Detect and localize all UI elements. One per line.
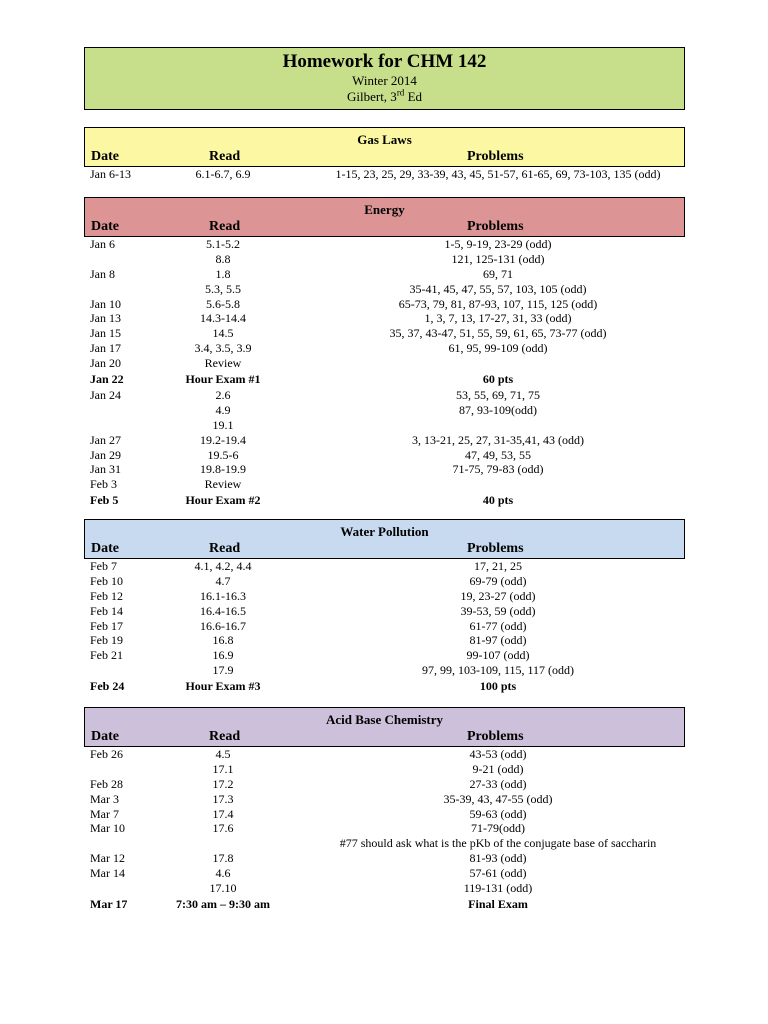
problems-text: 69, 71 (483, 266, 513, 281)
date-cell: Jan 17 (90, 341, 121, 356)
document-title: Homework for CHM 142 (282, 51, 487, 72)
exam-row (84, 492, 685, 509)
schedule-row (84, 388, 685, 403)
schedule-row (84, 403, 685, 418)
date-cell: Feb 7 (90, 559, 117, 573)
date-cell: Jan 13 (90, 311, 121, 326)
problems-text: 35, 37, 43-47, 51, 55, 59, 61, 65, 73-77 (odd) (389, 326, 607, 341)
read-text: 1.8 (215, 266, 231, 281)
section-header (84, 519, 685, 559)
date-cell: Feb 14 (90, 603, 123, 618)
problems-text: 9-21 (odd) (472, 761, 524, 776)
date-cell: Feb 28 (90, 776, 123, 791)
column-header-problems: Problems (467, 219, 524, 234)
problems-text: 1, 3, 7, 13, 17-27, 31, 33 (odd) (424, 311, 572, 326)
problems-text: 99-107 (odd) (466, 648, 530, 663)
schedule-row (84, 341, 685, 356)
schedule-row (84, 356, 685, 371)
textbook-label: Gilbert, 3rd Ed (346, 87, 423, 104)
read-text: 19.5-6 (207, 447, 239, 462)
column-header-problems: Problems (467, 729, 524, 744)
problems-text: 81-93 (odd) (469, 851, 527, 866)
column-header-date: Date (91, 149, 119, 164)
problems-text: 121, 125-131 (odd) (451, 251, 545, 266)
date-cell: Feb 24 (90, 679, 125, 694)
read-text: 5.1-5.2 (206, 237, 240, 251)
exam-row (84, 371, 685, 388)
problems-text: 61-77 (odd) (469, 618, 527, 633)
schedule-row (84, 448, 685, 463)
read-text: 19.2-19.4 (200, 432, 246, 447)
problems-text: 97, 99, 103-109, 115, 117 (odd) (421, 663, 575, 678)
problems-text: 1-15, 23, 25, 29, 33-39, 43, 45, 51-57, 61-65, 69, 73-103, 135 (odd) (335, 167, 661, 181)
schedule-row (84, 167, 685, 182)
read-text: 14.3-14.4 (200, 311, 246, 326)
section-gas-laws (84, 127, 685, 182)
column-header-date: Date (91, 541, 119, 556)
term-label: Winter 2014 (352, 73, 417, 88)
schedule-row (84, 559, 685, 574)
column-header-read: Read (209, 729, 241, 744)
problems-text: 40 pts (482, 493, 514, 508)
column-header-problems: Problems (467, 149, 524, 164)
problems-text: 60 pts (482, 372, 514, 387)
problems-text: 65-73, 79, 81, 87-93, 107, 115, 125 (odd) (398, 296, 598, 311)
schedule-row (84, 777, 685, 792)
date-cell: Feb 19 (90, 633, 123, 648)
schedule-row (84, 433, 685, 448)
read-text: 5.3, 5.5 (205, 281, 241, 296)
schedule-row (84, 297, 685, 312)
schedule-rows (84, 747, 685, 913)
document-title-box (84, 47, 685, 110)
date-cell: Mar 10 (90, 821, 125, 836)
schedule-row (84, 881, 685, 896)
read-text: 19.1 (212, 417, 234, 432)
schedule-row (84, 821, 685, 836)
date-cell: Mar 3 (90, 791, 119, 806)
read-text: 17.10 (209, 881, 237, 896)
read-text: 17.6 (212, 821, 234, 836)
exam-row (84, 896, 685, 913)
section-water-pollution (84, 519, 685, 695)
read-text: Review (204, 477, 242, 492)
read-text: Hour Exam #1 (185, 372, 261, 387)
date-cell: Jan 6-13 (90, 167, 131, 181)
schedule-row (84, 311, 685, 326)
column-header-problems: Problems (467, 541, 524, 556)
schedule-row (84, 589, 685, 604)
column-header-date: Date (91, 219, 119, 234)
problems-text: 35-39, 43, 47-55 (odd) (443, 791, 553, 806)
date-cell: Jan 6 (90, 237, 115, 251)
read-text: 3.4, 3.5, 3.9 (194, 341, 252, 356)
date-cell: Feb 5 (90, 493, 119, 508)
problems-text: 71-79(odd) (471, 821, 525, 836)
date-cell: Jan 8 (90, 266, 115, 281)
date-cell: Jan 20 (90, 356, 121, 371)
schedule-row (84, 648, 685, 663)
read-text: 16.4-16.5 (200, 603, 246, 618)
date-cell: Jan 31 (90, 462, 121, 477)
problems-text: 87, 93-109(odd) (459, 402, 537, 417)
date-cell: Feb 3 (90, 477, 117, 492)
read-text: 17.1 (212, 761, 234, 776)
schedule-row (84, 747, 685, 762)
schedule-row (84, 418, 685, 433)
problems-text: Final Exam (468, 896, 528, 911)
read-text: 16.1-16.3 (200, 588, 246, 603)
problems-text: 53, 55, 69, 71, 75 (456, 388, 540, 403)
problems-text: 1-5, 9-19, 23-29 (odd) (444, 237, 552, 251)
date-cell: Mar 7 (90, 806, 119, 821)
read-text: 16.6-16.7 (200, 618, 246, 633)
date-cell: Feb 17 (90, 618, 123, 633)
read-text: 17.2 (212, 776, 234, 791)
section-title: Water Pollution (340, 524, 429, 539)
schedule-rows (84, 167, 685, 182)
schedule-row (84, 282, 685, 297)
problems-text: 119-131 (odd) (463, 881, 533, 896)
problems-text: 19, 23-27 (odd) (460, 588, 536, 603)
date-cell: Jan 27 (90, 432, 121, 447)
read-text: 16.8 (212, 633, 234, 648)
section-energy (84, 197, 685, 509)
read-text: Hour Exam #3 (185, 679, 261, 694)
read-text: 17.8 (212, 851, 234, 866)
read-text: 2.6 (215, 388, 231, 403)
read-text: 14.5 (212, 326, 234, 341)
section-title: Acid Base Chemistry (326, 712, 443, 727)
date-cell: Jan 10 (90, 296, 121, 311)
schedule-row (84, 252, 685, 267)
problems-text: 100 pts (479, 679, 517, 694)
schedule-row (84, 663, 685, 678)
schedule-row (84, 807, 685, 822)
read-text: 4.5 (215, 747, 231, 761)
problems-note: #77 should ask what is the pKb of the conjugate base of saccharin (339, 836, 657, 851)
schedule-row (84, 237, 685, 252)
column-header-read: Read (209, 219, 241, 234)
problems-text: 71-75, 79-83 (odd) (452, 462, 544, 477)
date-cell: Mar 12 (90, 851, 125, 866)
date-cell: Mar 17 (90, 896, 128, 911)
read-text: 4.9 (215, 402, 231, 417)
column-header-read: Read (209, 149, 241, 164)
schedule-row (84, 633, 685, 648)
read-text: 17.4 (212, 806, 234, 821)
column-header-date: Date (91, 729, 119, 744)
read-text: 5.6-5.8 (206, 296, 240, 311)
exam-row (84, 678, 685, 695)
schedule-row (84, 792, 685, 807)
schedule-row (84, 866, 685, 881)
section-title: Energy (364, 202, 405, 217)
schedule-row (84, 326, 685, 341)
problems-text: 59-63 (odd) (469, 806, 527, 821)
problems-text: 43-53 (odd) (469, 747, 527, 761)
schedule-rows (84, 559, 685, 695)
date-cell: Jan 24 (90, 388, 121, 403)
section-header (84, 197, 685, 237)
date-cell: Jan 29 (90, 447, 121, 462)
problems-text: 69-79 (odd) (469, 573, 527, 588)
schedule-row (84, 267, 685, 282)
problems-text: 3, 13-21, 25, 27, 31-35,41, 43 (odd) (412, 432, 584, 447)
schedule-row (84, 762, 685, 777)
section-title: Gas Laws (357, 132, 412, 147)
problems-text: 81-97 (odd) (469, 633, 527, 648)
schedule-row (84, 462, 685, 477)
read-text: 6.1-6.7, 6.9 (195, 167, 251, 181)
read-text: 16.9 (212, 648, 234, 663)
date-cell: Feb 26 (90, 747, 123, 761)
problems-text: 27-33 (odd) (469, 776, 527, 791)
read-text: 7:30 am – 9:30 am (176, 896, 270, 911)
date-cell: Feb 21 (90, 648, 123, 663)
schedule-row (84, 477, 685, 492)
date-cell: Mar 14 (90, 866, 125, 881)
problems-text: 39-53, 59 (odd) (460, 603, 536, 618)
date-cell: Feb 12 (90, 588, 123, 603)
problems-text: 17, 21, 25 (474, 559, 522, 573)
read-text: 17.3 (212, 791, 234, 806)
problems-text: 57-61 (odd) (469, 866, 527, 881)
section-header (84, 707, 685, 747)
schedule-row (84, 836, 685, 851)
read-text: 4.6 (215, 866, 231, 881)
date-cell: Jan 15 (90, 326, 121, 341)
read-text: 4.1, 4.2, 4.4 (194, 559, 252, 573)
problems-text: 35-41, 45, 47, 55, 57, 103, 105 (odd) (409, 281, 587, 296)
read-text: Review (204, 356, 242, 371)
column-header-read: Read (209, 541, 241, 556)
read-text: 19.8-19.9 (200, 462, 246, 477)
problems-text: 61, 95, 99-109 (odd) (448, 341, 548, 356)
schedule-row (84, 619, 685, 634)
section-acid-base (84, 707, 685, 913)
schedule-row (84, 604, 685, 619)
read-text: 8.8 (215, 251, 231, 266)
section-header (84, 127, 685, 167)
schedule-row (84, 574, 685, 589)
schedule-rows (84, 237, 685, 509)
read-text: 4.7 (215, 573, 231, 588)
date-cell: Jan 22 (90, 372, 124, 387)
date-cell: Feb 10 (90, 573, 123, 588)
read-text: Hour Exam #2 (185, 493, 261, 508)
read-text: 17.9 (212, 663, 234, 678)
schedule-row (84, 851, 685, 866)
problems-text: 47, 49, 53, 55 (465, 447, 531, 462)
